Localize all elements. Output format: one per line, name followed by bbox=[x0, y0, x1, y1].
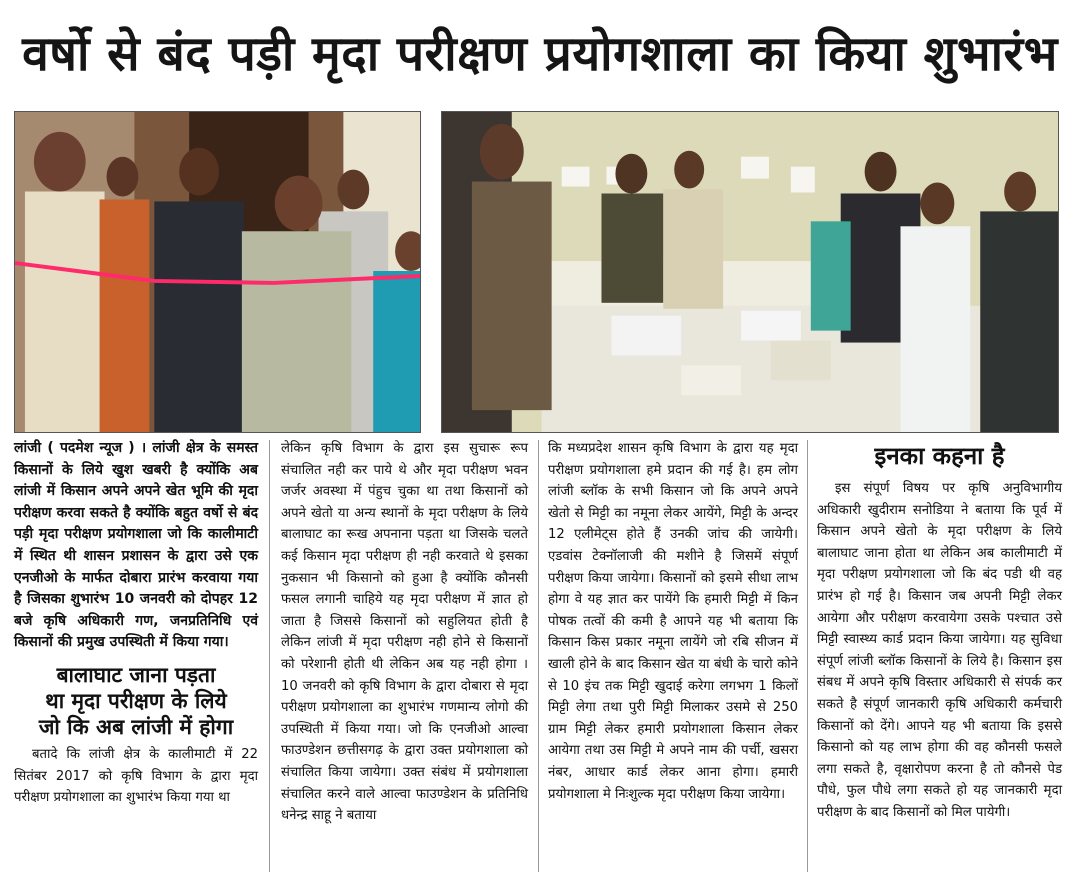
ribbon-cutting-photo bbox=[14, 111, 421, 433]
subheading-line: जो कि अब लांजी में होगा bbox=[38, 714, 234, 739]
column-divider bbox=[538, 440, 539, 872]
article-column-3 bbox=[548, 438, 798, 805]
body-paragraph: लेकिन कृषि विभाग के द्वारा इस सुचारू रूप संचालित नही कर पाये थे और मृदा परीक्षण भवन जर्जर अवस्था में पंहुच चुका था तथा किसानों को अपने खेतो या अन्य स्थानों के मृदा परीक्षण के लिये बालाघाट का रूख अपनाना पड़ता था जिसके चलते कई किसान मृदा परीक्षण ही नही करवाते थे इसका नुकसान भी किसानो को हुआ है क्योंकि कौनसी फसल लगानी चाहिये यह मृदा परीक्षण में ज्ञात हो जाता है जिससे किसानों को सहुलियत होती है लेकिन लांजी में मृदा परीक्षण नही होने से किसानों को परेशानी होती थी लेकिन अब यह नही होगा । 10 जनवरी को कृषि विभाग के द्वारा दोबारा से मृदा परीक्षण प्रयोगशाला का शुभारंभ गणमान्य लोगो की उपस्थिती में किया गया। जो कि एनजीओ आल्वा फाउण्डेशन छत्तीसगढ़ के द्वारा उक्त प्रयोगशाला को संचालित किया जायेगा। उक्त संबंध में प्रयोगशाला संचालित करने वाले आल्वा फाउण्डेशन के प्रतिनिधि धनेन्द्र साहू ने बताया bbox=[281, 441, 528, 824]
subheading-line: था मृदा परीक्षण के लिये bbox=[45, 688, 227, 713]
lead-paragraph: लांजी ( पदमेश न्यूज ) । लांजी क्षेत्र के समस्त किसानों के लिये खुश खबरी है क्योंकि अब लांजी में किसान अपने अपने खेत भूमि की मृदा परीक्षण करवा सकते है क्योंकि बहुत वर्षो से बंद पड़ी मृदा परीक्षण प्रयोगशाला जो कि कालीमाटी में स्थित थी शासन प्रशासन के द्वारा उसे एक एनजीओ के मार्फत दोबारा प्रारंभ करवाया गया है जिसका शुभारंभ 10 जनवरी को दोपहर 12 बजे कृषि अधिकारी गण, जनप्रतिनिधि एवं किसानों की प्रमुख उपस्थिती में किया गया। bbox=[14, 440, 258, 651]
laboratory-photo bbox=[441, 111, 1059, 433]
subheading bbox=[14, 662, 258, 740]
sidebar-title: इनका कहना है bbox=[874, 442, 1005, 470]
article-column-2 bbox=[281, 438, 528, 827]
column-divider bbox=[269, 440, 270, 872]
headline: वर्षो से बंद पड़ी मृदा परीक्षण प्रयोगशाला का किया शुभारंभ bbox=[22, 26, 1058, 82]
article-column-1 bbox=[14, 438, 258, 809]
subheading-line: बालाघाट जाना पड़ता bbox=[56, 662, 216, 687]
body-paragraph: बतादे कि लांजी क्षेत्र के कालीमाटी में 22 सितंबर 2017 को कृषि विभाग के द्वारा मृदा परीक्षण प्रयोगशाला का शुभारंभ किया गया था bbox=[14, 746, 258, 806]
body-paragraph: इस संपूर्ण विषय पर कृषि अनुविभागीय अधिकारी खुदीराम सनोडिया ने बताया कि पूर्व में किसान अपने खेतो के मृदा परीक्षण के लिये बालाघाट जाना होता था लेकिन अब कालीमाटी में मृदा परीक्षण प्रयोगशाला जो कि बंद पडी थी वह प्रारंभ हो गई है। किसान जब अपनी मिट्टी लेकर आयेगा और परीक्षण करवायेगा उसके पश्चात उसे मिट्टी स्वास्थ्य कार्ड प्रदान किया जायेगा। यह सुविधा संपूर्ण लांजी ब्लॉक किसानों के लिये है। किसान इस संबध में अपने कृषि विस्तार अधिकारी से संपर्क कर सकते है संपूर्ण जानकारी कृषि अधिकारी कर्मचारी किसानों को देंगे। आपने यह भी बताया कि इससे किसानो को यह लाभ होगा की वह कौनसी फसले लगा सकते है, वृक्षारोपण करना है तो कौनसे पेड पौधे, फुल पौधे लगा सकते हो यह जानकारी मृदा परीक्षण के बाद किसानों को मिल पायेगी। bbox=[817, 481, 1062, 820]
body-paragraph: कि मध्यप्रदेश शासन कृषि विभाग के द्वारा यह मृदा परीक्षण प्रयोगशाला हमे प्रदान की गई है। हम लोग लांजी ब्लॉक के सभी किसान जो कि अपने अपने खेतो से मिट्टी का नमूना लेकर आयेंगे, मिट्टी के अन्दर 12 एलीमेट्स होते हैं उनकी जांच की जायेगी। एडवांस टेक्नॉलाजी की मशीने है जिसमें संपूर्ण परीक्षण किया जायेगा। किसानों को इसमे सीधा लाभ होगा वे यह ज्ञात कर पायेंगे कि हमारी मिट्टी में किन पोषक तत्वों की कमी है आपने यह भी बताया कि किसान किस प्रकार नमूना लायेंगे जो रबि सीजन में खाली होने के बाद किसान खेत या बंधी के चारो कोने से 10 इंच तक मिट्टी खुदाई करेगा लगभग 1 किलों मिट्टी लेगा तथा पुरी मिट्टी मिलाकर उसमे से 250 ग्राम मिट्टी लेकर हमारी प्रयोगशाला किसान लेकर आयेगा तथा उस मिट्टी मे अपने नाम की पर्ची, खसरा नंबर, आधार कार्ड लेकर आना होगा। हमारी प्रयोगशाला मे निःशुल्क मृदा परीक्षण किया जायेगा। bbox=[548, 441, 798, 802]
article-column-4 bbox=[817, 438, 1062, 824]
column-divider bbox=[807, 440, 808, 872]
laboratory-illustration bbox=[442, 112, 1058, 432]
ribbon-cutting-illustration bbox=[15, 112, 420, 432]
